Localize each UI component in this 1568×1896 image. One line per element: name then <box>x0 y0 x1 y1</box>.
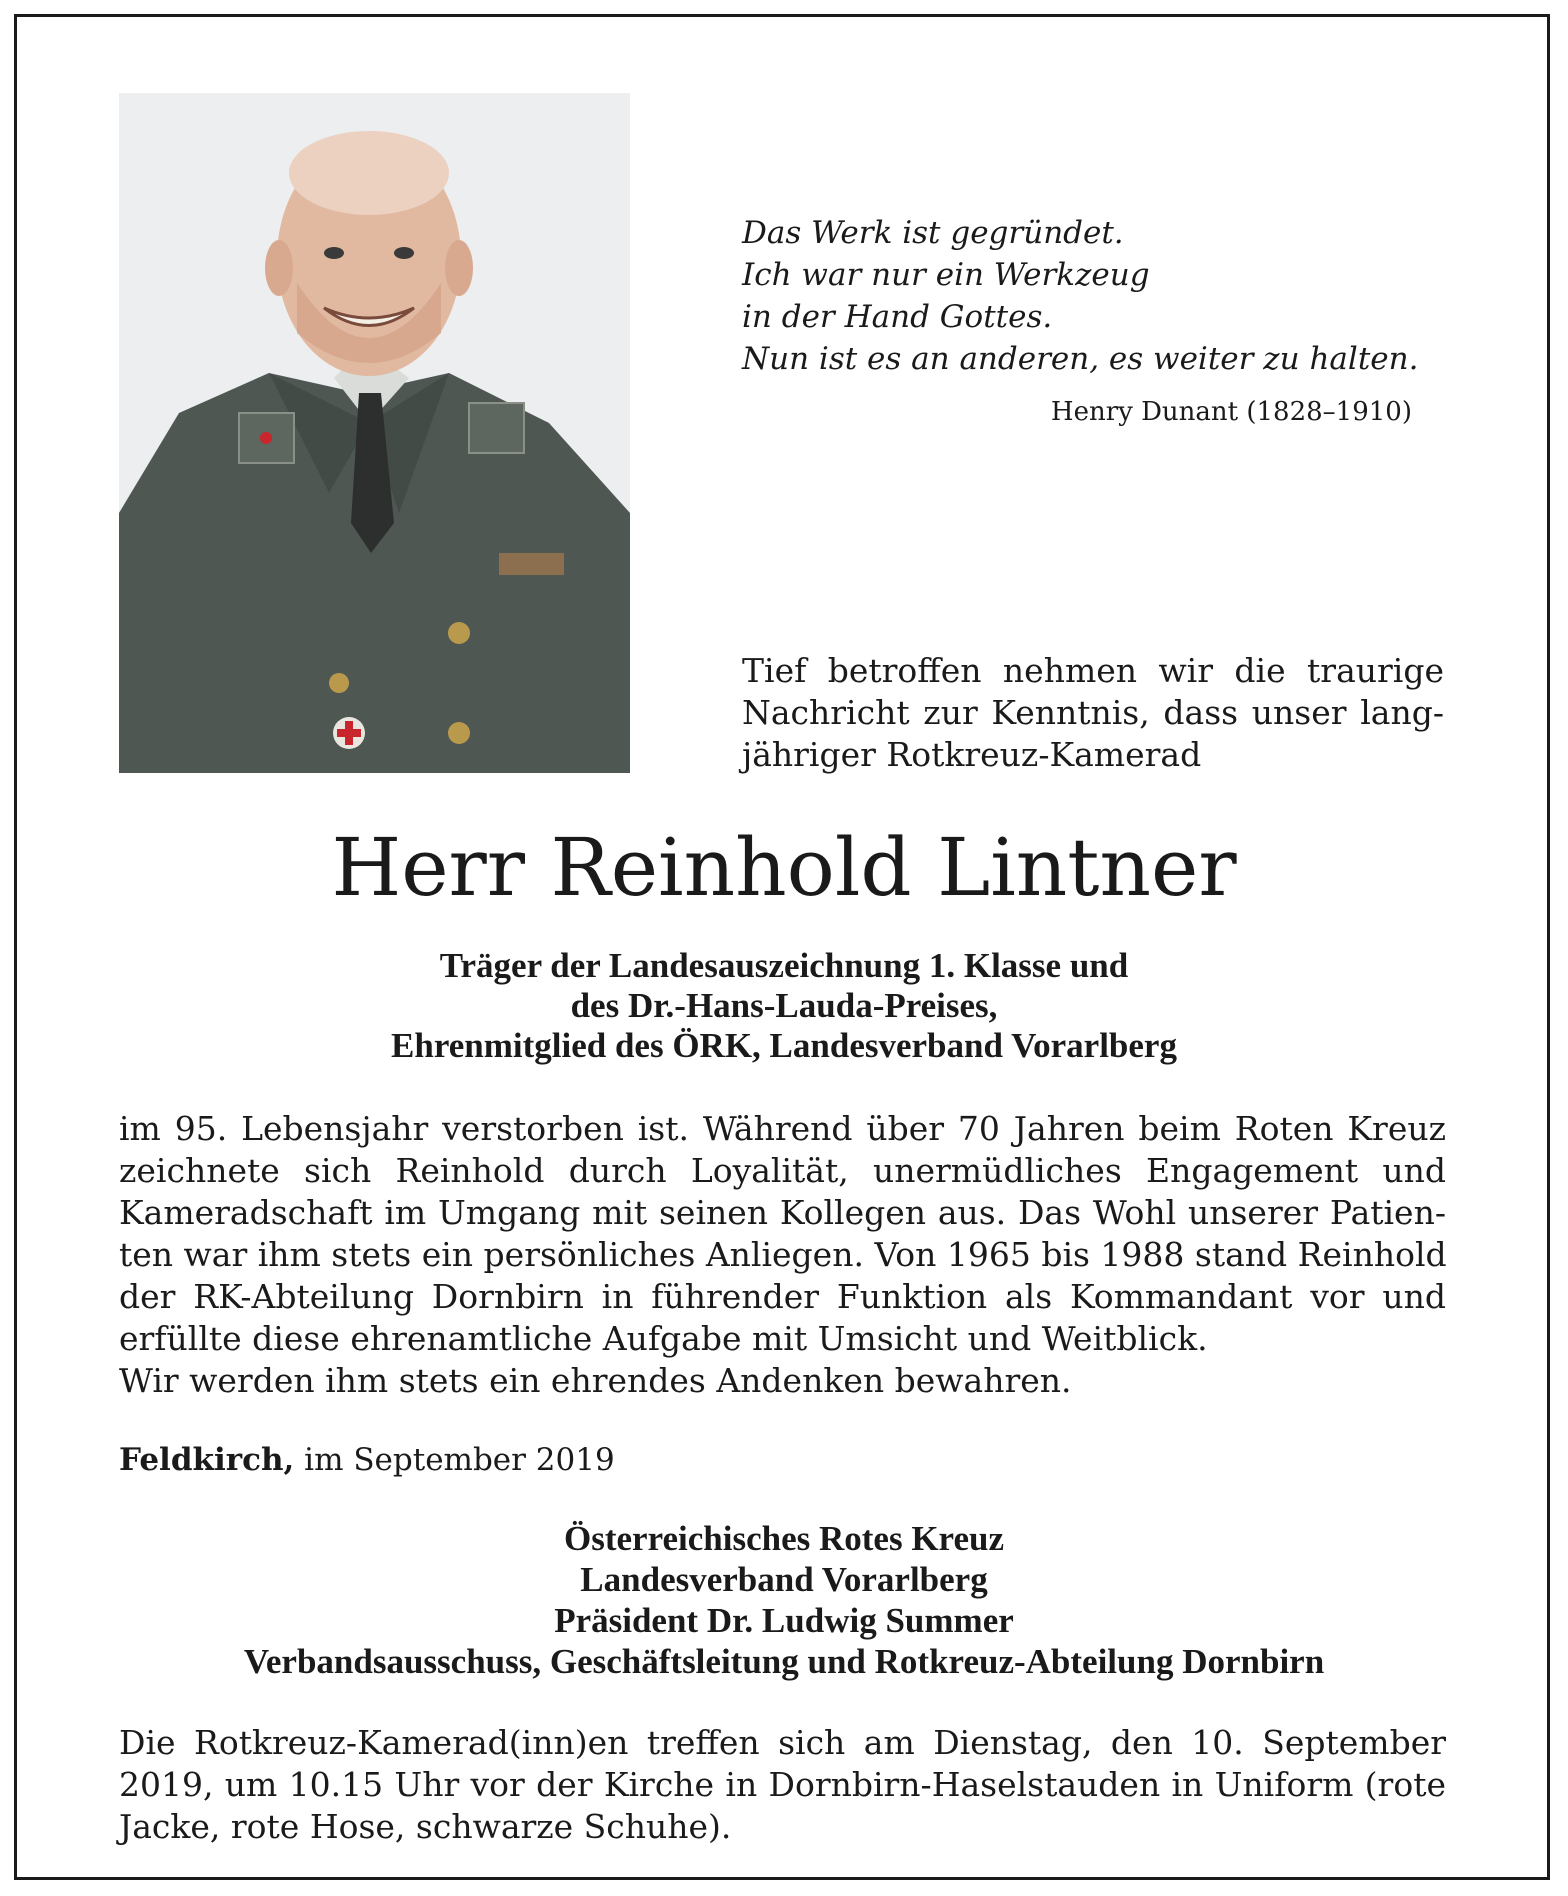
honors-block <box>0 946 1568 1066</box>
intro-line: Nachricht zur Kenntnis, dass unser lang- <box>742 693 1444 732</box>
honors-line: Ehrenmitglied des ÖRK, Landesverband Vorarlberg <box>391 1026 1177 1065</box>
quote-line: in der Hand Gottes. <box>742 299 1053 335</box>
quote-line: Das Werk ist gegründet. <box>742 215 1124 251</box>
signature-line: Verbandsausschuss, Geschäftsleitung und Rotkreuz-Abteilung Dornbirn <box>243 1642 1325 1681</box>
quote-author: Henry Dunant (1828–1910) <box>1050 397 1412 427</box>
body-line: erfüllte diese ehrenamtliche Aufgabe mit Umsicht und Weitblick. <box>119 1319 1208 1358</box>
footer-line: Jacke, rote Hose, schwarze Schuhe). <box>119 1807 732 1846</box>
intro-paragraph <box>742 650 1444 776</box>
portrait-icon <box>119 93 630 773</box>
body-line: Wir werden ihm stets ein ehrendes Andenken bewahren. <box>119 1361 1072 1400</box>
body-paragraph <box>119 1108 1446 1402</box>
quote-block <box>742 212 1442 380</box>
signature-line: Landesverband Vorarlberg <box>580 1560 988 1599</box>
portrait-photo <box>119 93 630 773</box>
place-date <box>119 1440 615 1480</box>
intro-line: jähriger Rotkreuz-Kamerad <box>742 735 1202 774</box>
body-line: im 95. Lebensjahr verstorben ist. Während über 70 Jahren beim Roten Kreuz <box>119 1109 1446 1148</box>
body-line: Kameradschaft im Umgang mit seinen Kollegen aus. Das Wohl unserer Patien- <box>119 1193 1446 1232</box>
body-line: ten war ihm stets ein persönliches Anliegen. Von 1965 bis 1988 stand Reinhold <box>119 1235 1447 1274</box>
footer-line: Die Rotkreuz-Kamerad(inn)en treffen sich am Dienstag, den 10. September <box>119 1723 1446 1762</box>
signature-block <box>0 1518 1568 1682</box>
honors-line: Träger der Landesauszeichnung 1. Klasse und <box>439 946 1129 985</box>
body-line: der RK-Abteilung Dornbirn in führender Funktion als Kommandant vor und <box>119 1277 1446 1316</box>
place-date-text: im September 2019 <box>294 1442 615 1478</box>
footer-line: 2019, um 10.15 Uhr vor der Kirche in Dornbirn-Haselstauden in Uniform (rote <box>119 1765 1446 1804</box>
footer-paragraph <box>119 1722 1446 1848</box>
deceased-name: Herr Reinhold Lintner <box>331 821 1237 914</box>
place-city: Feldkirch, <box>119 1442 295 1478</box>
quote-line: Ich war nur ein Werkzeug <box>742 257 1150 293</box>
signature-line: Präsident Dr. Ludwig Summer <box>554 1601 1014 1640</box>
body-line: zeichnete sich Reinhold durch Loyalität, unermüdliches Engagement und <box>119 1151 1446 1190</box>
intro-line: Tief betroffen nehmen wir die traurige <box>742 651 1444 690</box>
honors-line: des Dr.-Hans-Lauda-Preises, <box>570 986 998 1025</box>
signature-line: Österreichisches Rotes Kreuz <box>564 1519 1004 1558</box>
quote-line: Nun ist es an anderen, es weiter zu halten. <box>742 341 1419 377</box>
